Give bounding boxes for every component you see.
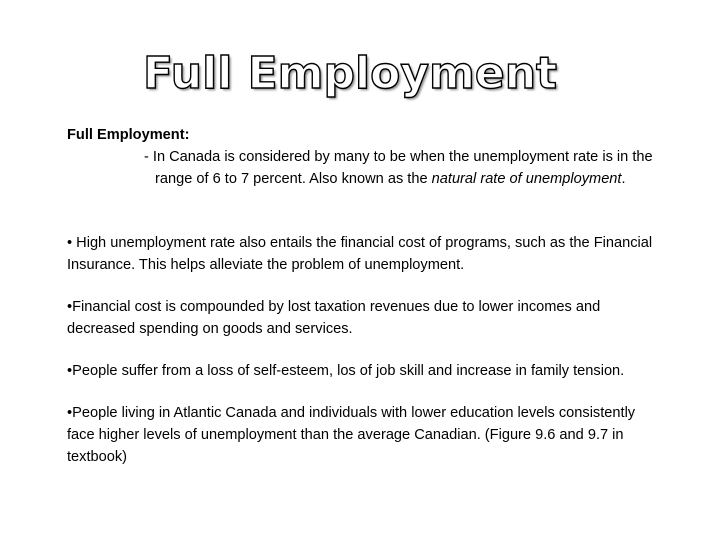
section-heading: Full Employment: (67, 127, 190, 143)
definition-emphasis: natural rate of unemployment (431, 171, 622, 187)
bullet-atlantic-canada: •People living in Atlantic Canada and individuals with lower education levels consistently face higher levels of unemployment than the average Canadian. (Figure 9.6 and 9.7 in textbook) (67, 405, 636, 465)
definition-text: - In Canada is considered by many to be when the unemployment rate is in the range of 6 to 7 percent. Also known as the (144, 149, 653, 187)
definition-sub-point (144, 146, 657, 190)
bullet-financial-cost-programs: • High unemployment rate also entails the financial cost of programs, such as the Financial Insurance. This helps alleviate the problem of unemployment. (67, 235, 653, 273)
bullet-self-esteem: •People suffer from a loss of self-esteem, los of job skill and increase in family tension. (67, 363, 625, 379)
bullet-lost-taxation: •Financial cost is compounded by lost taxation revenues due to lower incomes and decreased spending on goods and services. (67, 299, 601, 337)
definition-suffix: . (621, 171, 626, 187)
slide-title: Full Employment (142, 48, 558, 99)
slide-content (67, 124, 657, 468)
